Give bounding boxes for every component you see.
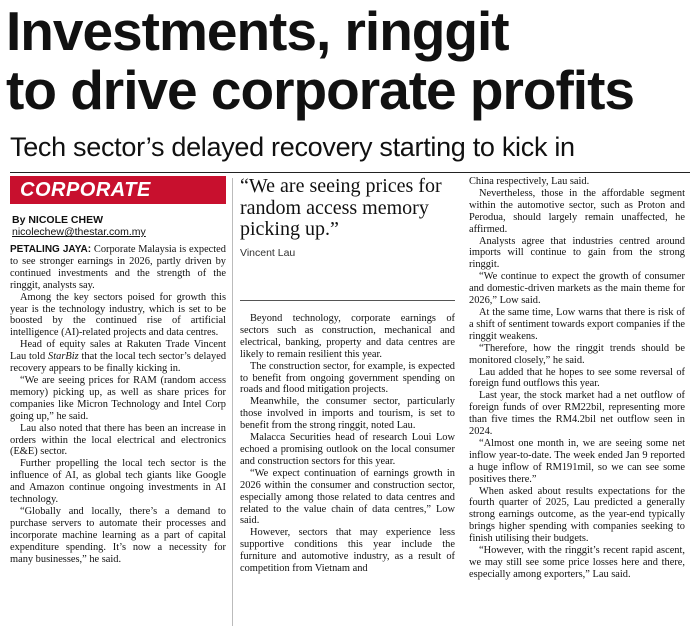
article-column-3 <box>469 176 685 581</box>
pull-quote: “We are seeing prices for random access memory picking up.” <box>240 175 442 240</box>
article-paragraph: “Therefore, how the ringgit trends should be monitored closely,” he said. <box>469 342 685 366</box>
headline-line-1: Investments, ringgit <box>6 0 509 62</box>
article-paragraph: “Globally and locally, there’s a demand to purchase servers to automate their processes and incorporate machine learning as a part of capital expenditure spending. It’s now a necessity for many businesses,” he said. <box>10 505 226 565</box>
pull-quote-attribution: Vincent Lau <box>240 246 296 259</box>
subheadline: Tech sector’s delayed recovery starting to kick in <box>10 132 575 162</box>
article-paragraph: Lau also noted that there has been an increase in orders within the local electrical and electronics (E&E) sector. <box>10 422 226 458</box>
column-divider <box>232 178 233 626</box>
pull-quote-box <box>240 176 455 259</box>
byline <box>12 214 146 238</box>
header-divider <box>10 172 690 173</box>
article-column-1 <box>10 244 226 565</box>
byline-email[interactable]: nicolechew@thestar.com.my <box>12 226 146 238</box>
article-paragraph: Further propelling the local tech sector is the influence of AI, as global tech giants like Google and Amazon continue ongoing investments in AI technology. <box>10 458 226 506</box>
article-paragraph: “We expect continuation of earnings growth in 2026 within the consumer and construction sector, especially among those related to data centres and related to the value chain of data centres,” Low said. <box>240 467 455 527</box>
article-paragraph: The construction sector, for example, is expected to benefit from ongoing government spending on roads and flood mitigation projects. <box>240 360 455 396</box>
publication-name: StarBiz <box>48 351 79 363</box>
article-paragraph: “Almost one month in, we are seeing some net inflow year-to-date. The week ended Jan 9 reported a huge inflow of RM191mil, so we can see some positives there.” <box>469 437 685 485</box>
section-label: CORPORATE <box>20 179 151 201</box>
article-paragraph: However, sectors that may experience less supportive conditions this year include the furniture and automotive industry, as a result of competition from Vietnam and <box>240 527 455 575</box>
article-paragraph: When asked about results expectations for the fourth quarter of 2025, Lau predicted a generally strong earnings outcome, as the year-end typically brings higher spending with companies seeking to finish utilising their budgets. <box>469 485 685 545</box>
article-paragraph: “We are seeing prices for RAM (random access memory) picking up, as well as share prices for companies like Micron Technology and Intel Corp going up,” he said. <box>10 374 226 422</box>
article-paragraph: Meanwhile, the consumer sector, particularly those involved in imports and tourism, is set to benefit from the strong ringgit, noted Lau. <box>240 396 455 432</box>
article-paragraph: Beyond technology, corporate earnings of sectors such as construction, mechanical and electrical, banking, property and data centres are likely to remain resilient this year. <box>240 313 455 360</box>
article-paragraph: Lau added that he hopes to see some reversal of foreign fund outflows this year. <box>469 366 685 390</box>
article-paragraph: China respectively, Lau said. <box>469 176 590 187</box>
article-paragraph: Nevertheless, those in the affordable segment within the automotive sector, such as Proton and Perodua, should largely remain unaffected, he affirmed. <box>469 187 685 235</box>
headline-line-2: to drive corporate profits <box>6 59 634 121</box>
headline <box>6 2 690 120</box>
article-paragraph: Malacca Securities head of research Loui Low echoed a promising outlook on the local consumer and construction sectors for this year. <box>240 432 455 467</box>
article-paragraph: Last year, the stock market had a net outflow of foreign funds of over RM22bil, representing more than five times the RM4.2bil net outflow seen in 2024. <box>469 390 685 438</box>
pull-quote-divider <box>240 300 455 301</box>
byline-name: By NICOLE CHEW <box>12 214 104 226</box>
article-paragraph: “We continue to expect the growth of consumer and domestic-driven markets as the main theme for 2026,” Low said. <box>469 271 685 307</box>
article-column-2 <box>240 313 455 575</box>
article-paragraph: “However, with the ringgit’s recent rapid ascent, we may still see some price losses here and there, especially among exporters,” Lau said. <box>469 545 685 580</box>
article-paragraph: PETALING JAYA: Corporate Malaysia is expected to see stronger earnings in 2026, partly driven by continued investments and the strength of the ringgit, analysts say. <box>10 244 226 291</box>
article-paragraph: Head of equity sales at Rakuten Trade Vincent Lau told StarBiz that the local tech sector’s delayed recovery appears to be finally kicking in. <box>10 339 227 375</box>
article-paragraph: Analysts agree that industries centred around imports will continue to gain from the strong ringgit. <box>469 235 685 271</box>
article-paragraph: Among the key sectors poised for growth this year is the technology industry, which is set to be boosted by the continued rise of artificial intelligence (AI)-related projects and data centres. <box>10 291 226 339</box>
dateline: PETALING JAYA: <box>10 244 92 255</box>
article-paragraph: At the same time, Low warns that there is risk of a shift of sentiment towards export companies if the ringgit weakens. <box>469 306 685 342</box>
